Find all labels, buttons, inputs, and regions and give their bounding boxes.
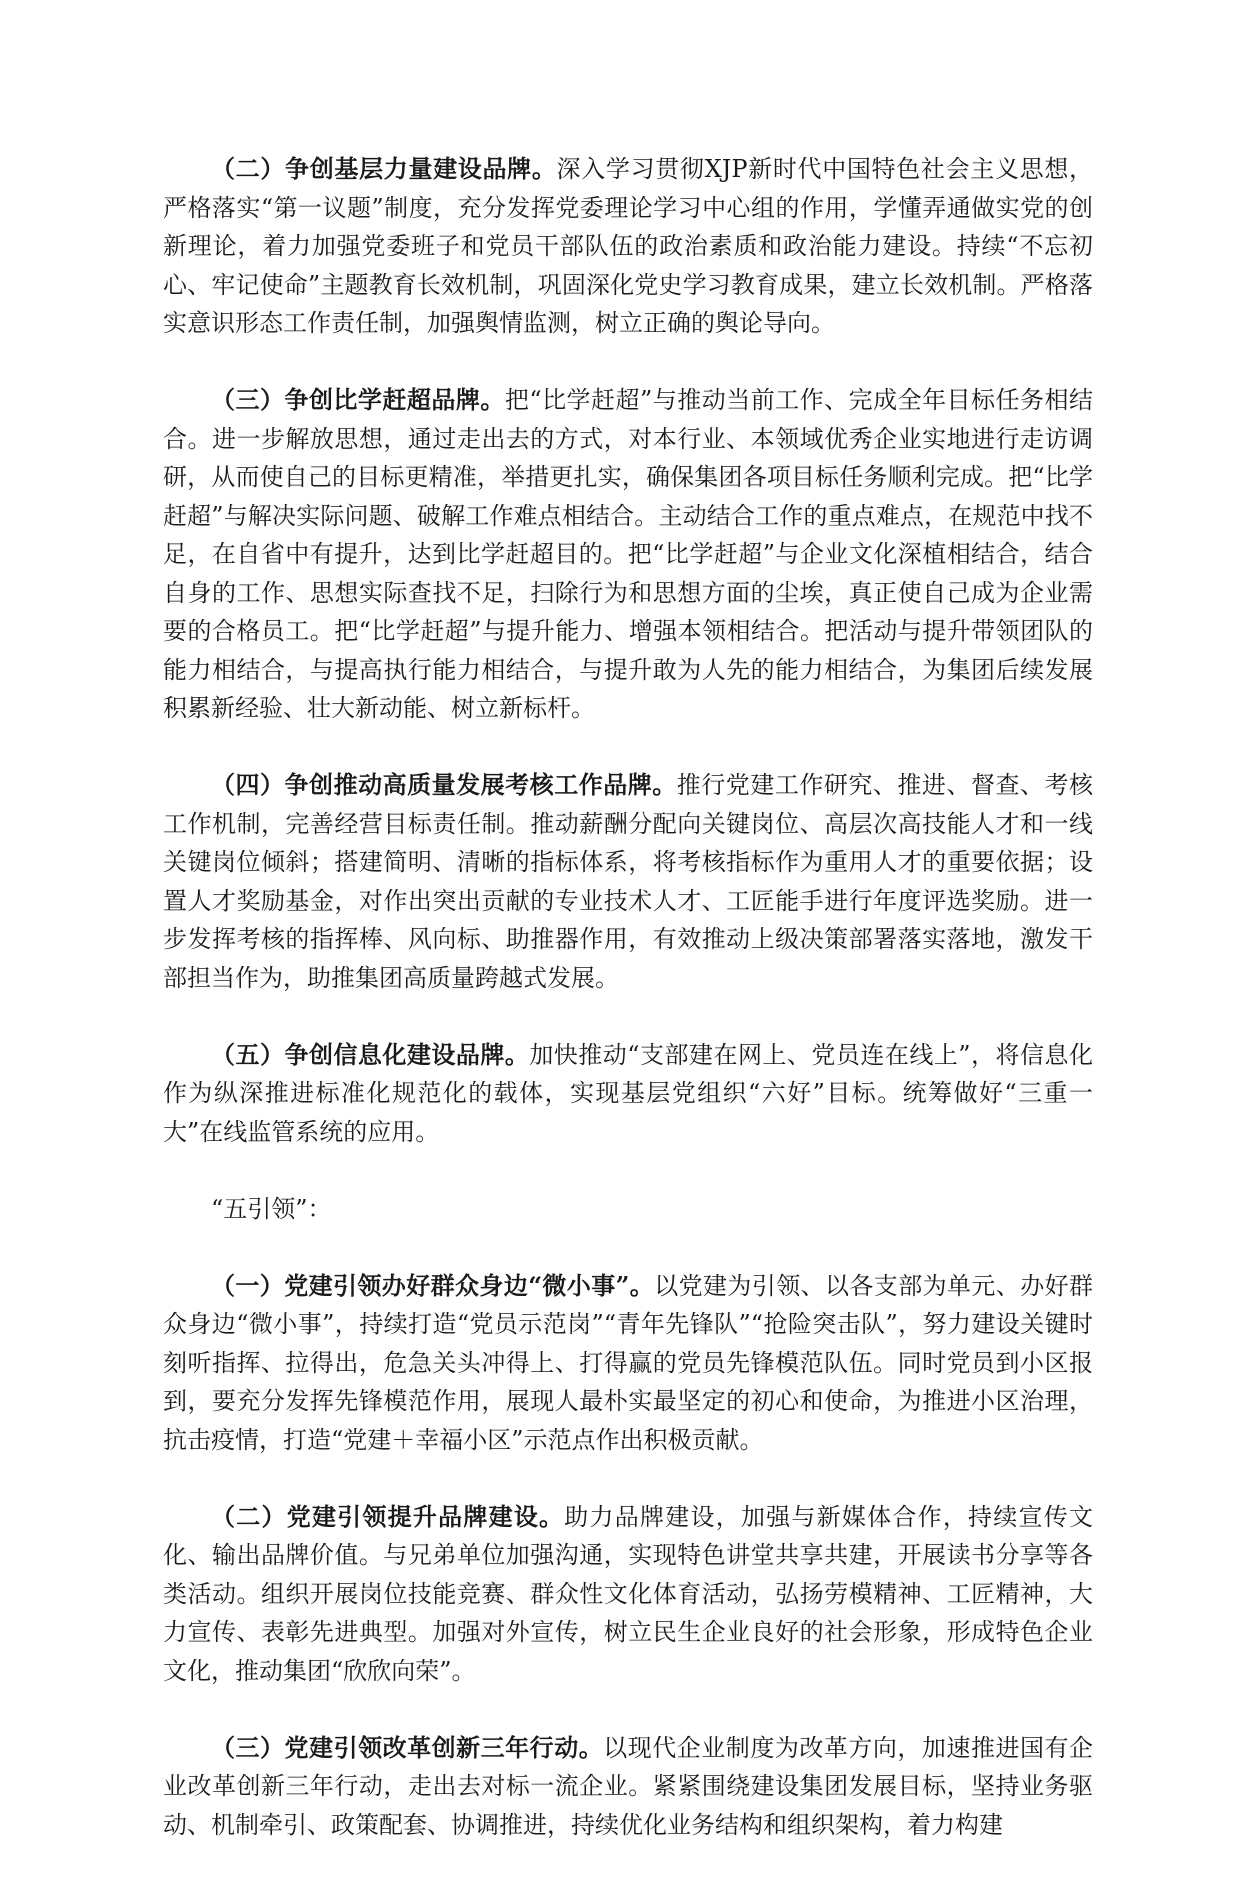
paragraph-heading: （三）争创比学赶超品牌。 (211, 385, 505, 414)
paragraph-body: 以党建为引领、以各支部为单元、办好群众身边“微小事”，持续打造“党员示范岗”“青年先锋队”“抢险突击队”，努力建设关键时刻听指挥、拉得出，危急关头冲得上、打得赢的党员先锋模范队伍。同时党员到小区报到，要充分发挥先锋模范作用，展现人最朴实最坚定的初心和使命，为推进小区治理，抗击疫情，打造“党建＋幸福小区”示范点作出积极贡献。 (163, 1271, 1093, 1454)
paragraph-informatization-brand (163, 1036, 1093, 1152)
paragraph-heading: （二）党建引领提升品牌建设。 (211, 1501, 565, 1531)
paragraph-grassroots-brand (163, 150, 1093, 343)
paragraph-heading: （四）争创推动高质量发展考核工作品牌。 (211, 770, 677, 799)
paragraph-heading: （三）党建引领改革创新三年行动。 (211, 1732, 604, 1762)
document-page (163, 150, 1093, 1883)
paragraph-compete-brand (163, 381, 1093, 728)
paragraph-lead-small-matters (163, 1267, 1093, 1460)
paragraph-assessment-brand (163, 766, 1093, 997)
paragraph-heading: （一）党建引领办好群众身边“微小事”。 (211, 1270, 655, 1300)
paragraph-body: 深入学习贯彻XJP新时代中国特色社会主义思想，严格落实“第一议题”制度，充分发挥党委理论学习中心组的作用，学懂弄通做实党的创新理论，着力加强党委班子和党员干部队伍的政治素质和政治能力建设。持续“不忘初心、牢记使命”主题教育长效机制，巩固深化党史学习教育成果，建立长效机制。严格落实意识形态工作责任制，加强舆情监测，树立正确的舆论导向。 (163, 155, 1093, 337)
paragraph-heading: （二）争创基层力量建设品牌。 (211, 154, 557, 183)
paragraph-body: 以现代企业制度为改革方向，加速推进国有企业改革创新三年行动，走出去对标一流企业。紧紧围绕建设集团发展目标，坚持业务驱动、机制牵引、政策配套、协调推进，持续优化业务结构和组织架构，着力构建 (163, 1733, 1094, 1839)
section-label-five-leads: “五引领”： (211, 1194, 332, 1223)
paragraph-body: 推行党建工作研究、推进、督查、考核工作机制，完善经营目标责任制。推动薪酬分配向关键岗位、高层次高技能人才和一线关键岗位倾斜；搭建简明、清晰的指标体系，将考核指标作为重用人才的重要依据；设置人才奖励基金，对作出突出贡献的专业技术人才、工匠能手进行年度评选奖励。进一步发挥考核的指挥棒、风向标、助推器作用，有效推动上级决策部署落实落地，激发干部担当作为，助推集团高质量跨越式发展。 (163, 771, 1094, 992)
paragraph-body: 把“比学赶超”与推动当前工作、完成全年目标任务相结合。进一步解放思想，通过走出去的方式，对本行业、本领域优秀企业实地进行走访调研，从而使自己的目标更精准，举措更扎实，确保集团各项目标任务顺利完成。把“比学赶超”与解决实际问题、破解工作难点相结合。主动结合工作的重点难点，在规范中找不足，在自省中有提升，达到比学赶超目的。把“比学赶超”与企业文化深植相结合，结合自身的工作、思想实际查找不足，扫除行为和思想方面的尘埃，真正使自己成为企业需要的合格员工。把“比学赶超”与提升能力、增强本领相结合。把活动与提升带领团队的能力相结合，与提高执行能力相结合，与提升敢为人先的能力相结合，为集团后续发展积累新经验、壮大新动能、树立新标杆。 (163, 386, 1094, 722)
paragraph-body: 加快推动“支部建在网上、党员连在线上”，将信息化作为纵深推进标准化规范化的载体，实现基层党组织“六好”目标。统筹做好“三重一大”在线监管系统的应用。 (163, 1040, 1094, 1146)
paragraph-body: 助力品牌建设，加强与新媒体合作，持续宣传文化、输出品牌价值。与兄弟单位加强沟通，实现特色讲堂共享共建，开展读书分享等各类活动。组织开展岗位技能竞赛、群众性文化体育活动，弘扬劳模精神、工匠精神，大力宣传、表彰先进典型。加强对外宣传，树立民生企业良好的社会形象，形成特色企业文化，推动集团“欣欣向荣”。 (163, 1502, 1094, 1685)
paragraph-lead-reform-innovation (163, 1729, 1093, 1845)
paragraph-heading: （五）争创信息化建设品牌。 (211, 1039, 530, 1069)
paragraph-lead-brand-building (163, 1498, 1093, 1691)
